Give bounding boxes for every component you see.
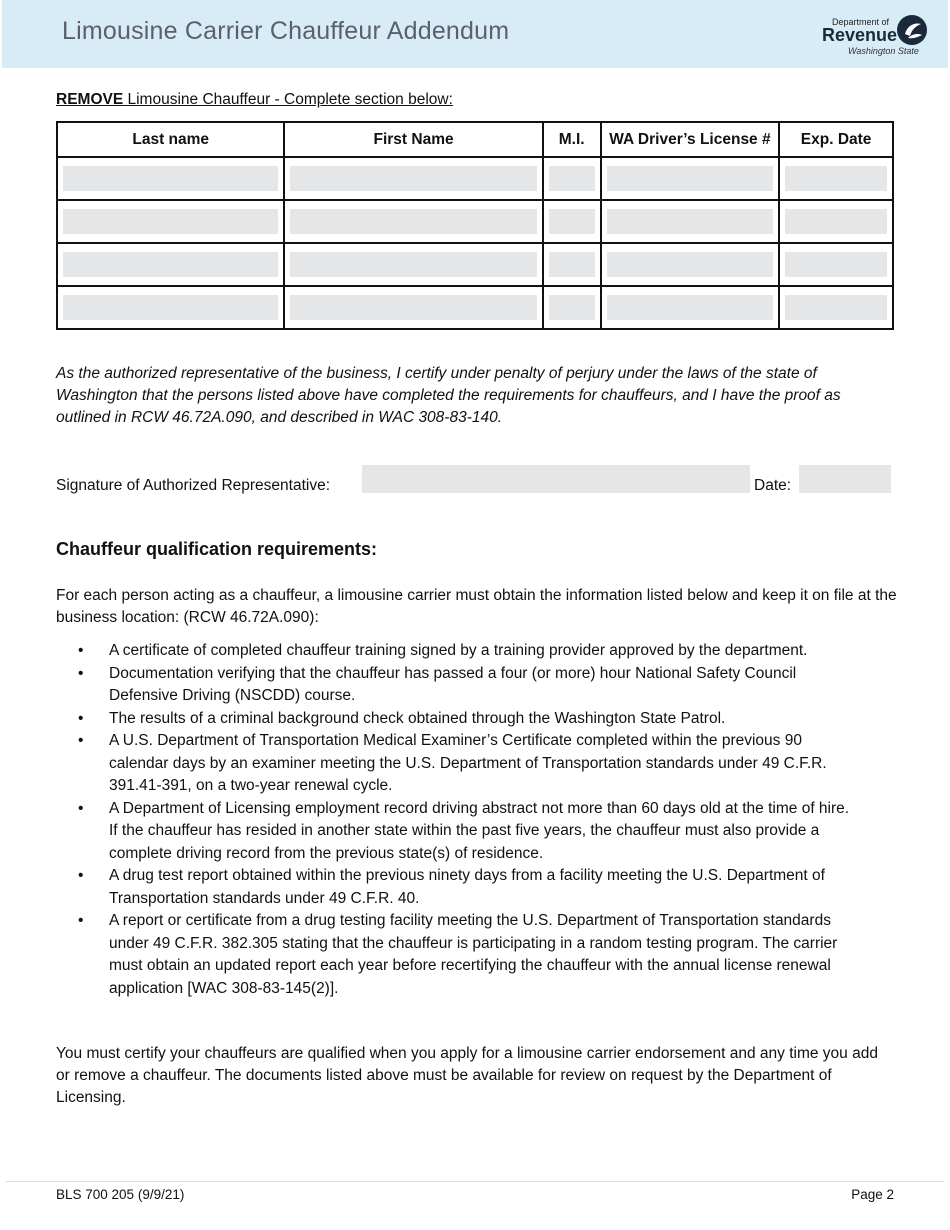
drivers-license-input[interactable]	[607, 166, 774, 191]
page-title: Limousine Carrier Chauffeur Addendum	[62, 17, 510, 45]
list-item-text: A U.S. Department of Transportation Medical Examiner’s Certificate completed within the previous 90 calendar days by an examiner meeting the U.S. Department of Transportation standards under 49 C.F.R. 391.41-391, on a two-year renewal cycle.	[109, 732, 827, 794]
list-item-text: A Department of Licensing employment record driving abstract not more than 60 days old at the time of hire. If the chauffeur has resided in another state within the past five years, the chauffeur must also provide a complete driving record from the previous state(s) of residence.	[109, 799, 850, 862]
date-input[interactable]	[799, 465, 891, 493]
logo-revenue-text: Revenue	[822, 25, 898, 45]
middle-initial-input[interactable]	[549, 295, 595, 320]
bullet-icon: •	[78, 664, 84, 682]
chauffeur-removal-table	[56, 121, 894, 330]
footer-divider	[6, 1181, 944, 1182]
signature-label: Signature of Authorized Representative:	[56, 477, 331, 494]
table-row	[57, 200, 893, 243]
col-middle-initial: M.I.	[543, 122, 601, 157]
drivers-license-input[interactable]	[607, 209, 774, 234]
list-item	[56, 708, 856, 731]
list-item	[56, 910, 856, 1000]
requirements-intro: For each person acting as a chauffeur, a limousine carrier must obtain the information listed below and keep it on file at the business location: (RCW 46.72A.090):	[56, 587, 897, 626]
col-drivers-license: WA Driver’s License #	[601, 122, 780, 157]
col-exp-date: Exp. Date	[779, 122, 893, 157]
logo-department-text: Department of	[832, 17, 890, 27]
list-item	[56, 640, 856, 663]
table-row	[57, 286, 893, 329]
exp-date-input[interactable]	[785, 166, 887, 191]
logo-state-text: Washington State	[848, 46, 919, 56]
last-name-input[interactable]	[63, 295, 278, 320]
middle-initial-input[interactable]	[549, 252, 595, 277]
col-first-name: First Name	[284, 122, 542, 157]
list-item-text: Documentation verifying that the chauffeur has passed a four (or more) hour National Safety Council Defensive Driving (NSCDD) course.	[109, 664, 797, 704]
bullet-icon: •	[78, 709, 84, 727]
list-item-text: The results of a criminal background check obtained through the Washington State Patrol.	[109, 709, 726, 727]
list-item	[56, 663, 856, 708]
certification-statement: As the authorized representative of the business, I certify under penalty of perjury under the laws of the state of Washington that the persons listed above have completed the requirements for chauffeurs, and I have the proof as outlined in RCW 46.72A.090, and described in WAC 308-83-140.	[56, 365, 841, 426]
first-name-input[interactable]	[290, 209, 536, 234]
last-name-input[interactable]	[63, 166, 278, 191]
remove-keyword: REMOVE	[56, 91, 124, 108]
wa-dor-logo-icon	[896, 14, 928, 46]
col-last-name: Last name	[57, 122, 284, 157]
signature-input[interactable]	[362, 465, 750, 493]
first-name-input[interactable]	[290, 295, 536, 320]
exp-date-input[interactable]	[785, 295, 887, 320]
list-item-text: A drug test report obtained within the previous ninety days from a facility meeting the U.S. Department of Transportation standards under 49 C.F.R. 40.	[109, 867, 825, 907]
first-name-input[interactable]	[290, 252, 536, 277]
list-item	[56, 798, 856, 866]
table-row	[57, 243, 893, 286]
requirements-heading: Chauffeur qualification requirements:	[56, 539, 378, 559]
page-number: Page 2	[851, 1187, 894, 1202]
last-name-input[interactable]	[63, 209, 278, 234]
closing-paragraph: You must certify your chauffeurs are qualified when you apply for a limousine carrier endorsement and any time you add or remove a chauffeur. The documents listed above must be available for review on request by the Department of Licensing.	[56, 1045, 878, 1106]
list-item	[56, 865, 856, 910]
bullet-icon: •	[78, 912, 84, 929]
remove-section-title	[56, 91, 453, 109]
dor-logo	[820, 13, 930, 59]
first-name-input[interactable]	[290, 166, 536, 191]
last-name-input[interactable]	[63, 252, 278, 277]
page-header	[2, 0, 948, 68]
bullet-icon: •	[78, 867, 84, 884]
bullet-icon: •	[78, 799, 84, 817]
bullet-icon: •	[78, 732, 84, 749]
drivers-license-input[interactable]	[607, 252, 774, 277]
form-id: BLS 700 205 (9/9/21)	[56, 1187, 185, 1202]
drivers-license-input[interactable]	[607, 295, 774, 320]
middle-initial-input[interactable]	[549, 166, 595, 191]
middle-initial-input[interactable]	[549, 209, 595, 234]
signature-row	[56, 465, 894, 495]
list-item	[56, 730, 856, 798]
date-label: Date:	[754, 477, 792, 494]
exp-date-input[interactable]	[785, 252, 887, 277]
exp-date-input[interactable]	[785, 209, 887, 234]
list-item-text: A report or certificate from a drug testing facility meeting the U.S. Department of Transportation standards under 49 C.F.R. 382.305 stating that the chauffeur is participating in a random testing program. The carrier must obtain an updated report each year before recertifying the chauffeur with the annual license renewal application [WAC 308-83-145(2)].	[109, 912, 838, 997]
table-header-row	[57, 122, 893, 157]
list-item-text: A certificate of completed chauffeur training signed by a training provider approved by the department.	[109, 642, 808, 659]
remove-title-text: Limousine Chauffeur - Complete section below:	[123, 91, 453, 108]
requirements-list	[56, 640, 856, 1000]
bullet-icon: •	[78, 642, 84, 659]
table-row	[57, 157, 893, 200]
